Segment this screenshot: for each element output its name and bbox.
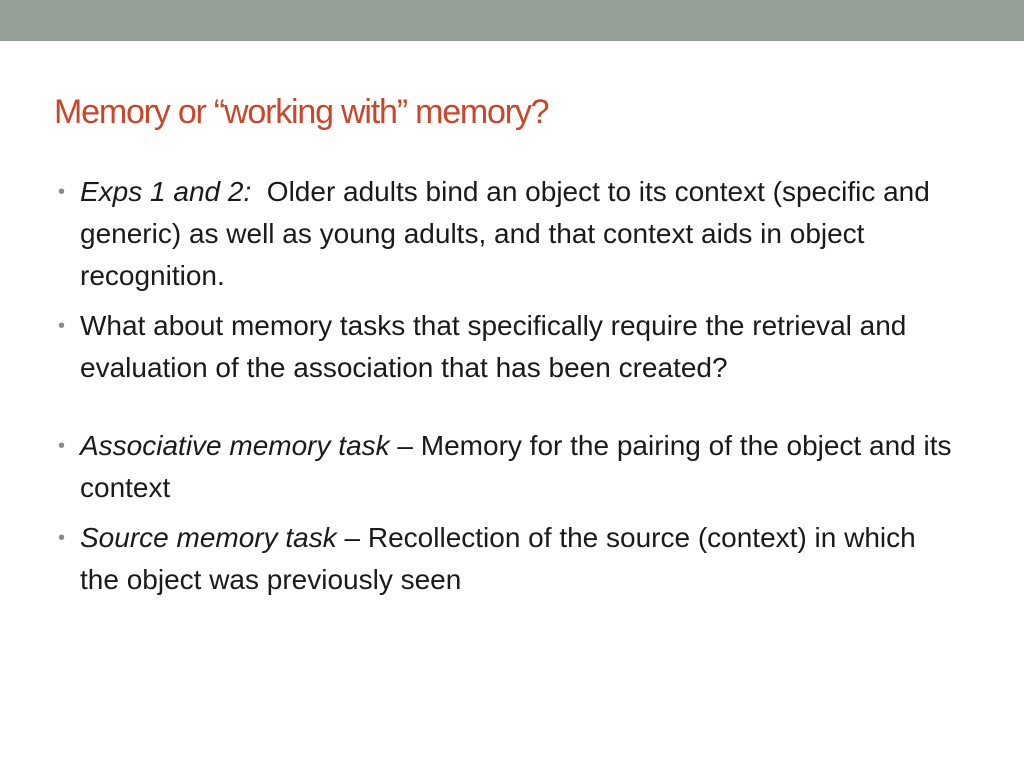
bullet-text: What about memory tasks that specifically require the retrieval and evaluation of the association that has been created? xyxy=(80,310,907,383)
top-band xyxy=(0,0,1024,41)
bullet-text: – Memory for the pairing of the object and its context xyxy=(80,430,952,503)
bullet-item xyxy=(56,305,956,389)
bullet-text: Older adults bind an object to its context (specific and generic) as well as young adults, and that context aids in object recognition. xyxy=(80,176,930,291)
bullet-text: – Recollection of the source (context) in which the object was previously seen xyxy=(80,522,916,595)
bullet-icon: • xyxy=(58,315,66,337)
bullet-lead: Source memory task xyxy=(80,522,337,553)
bullet-lead: Associative memory task xyxy=(80,430,390,461)
bullet-icon: • xyxy=(58,181,66,203)
bullet-icon: • xyxy=(58,527,66,549)
bullet-item xyxy=(56,517,956,601)
slide-title: Memory or “working with” memory? xyxy=(54,93,549,131)
bullet-list xyxy=(56,171,956,609)
bullet-lead: Exps 1 and 2: xyxy=(80,176,252,207)
bullet-item xyxy=(56,425,956,509)
bullet-item xyxy=(56,171,956,297)
bullet-icon: • xyxy=(58,435,66,457)
